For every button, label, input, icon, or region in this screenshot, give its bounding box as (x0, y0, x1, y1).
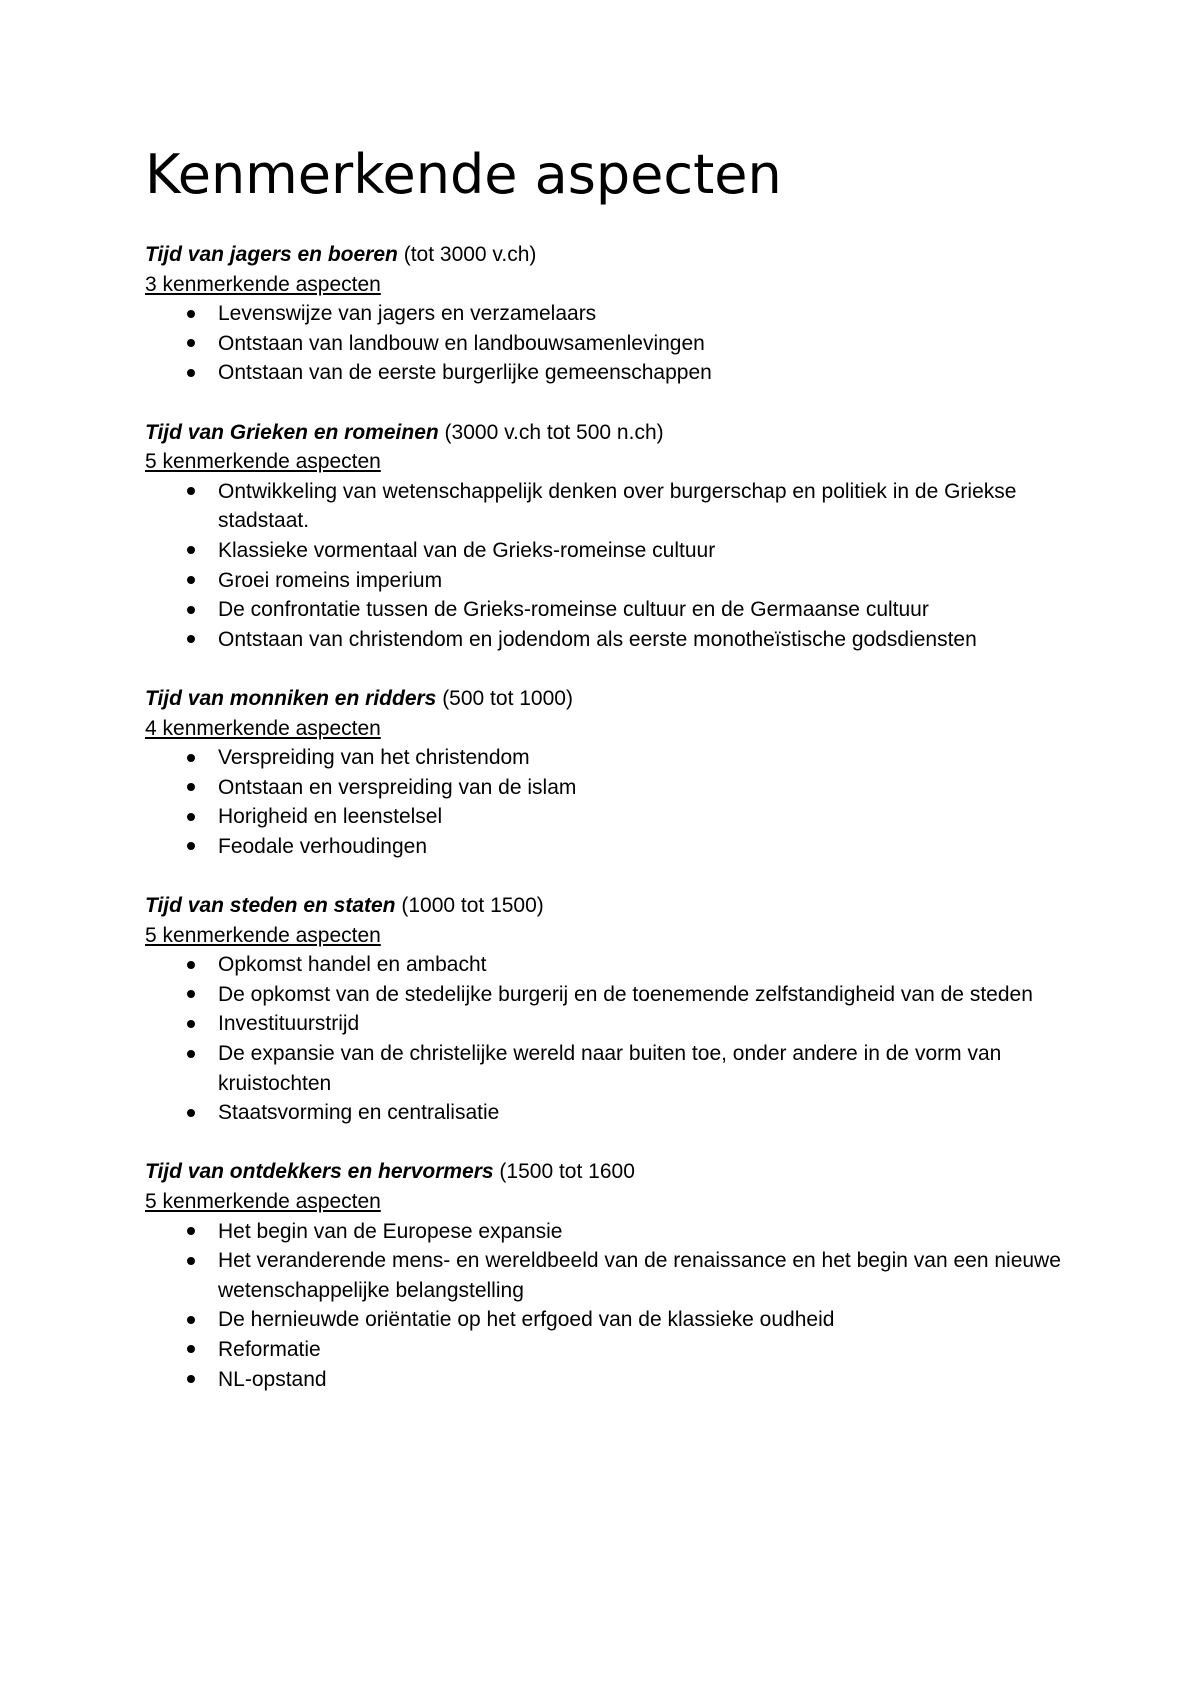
list-item (145, 773, 1085, 803)
bullet-icon (187, 576, 195, 584)
list-item (145, 299, 1085, 329)
list-item-text: Opkomst handel en ambacht (218, 953, 487, 977)
period-range: (500 tot 1000) (436, 686, 573, 710)
bullet-icon (187, 339, 195, 347)
list-item (145, 595, 1085, 625)
bullet-icon (187, 310, 195, 318)
bullet-icon (187, 1227, 195, 1235)
list-item (145, 1305, 1085, 1335)
list-item (145, 802, 1085, 832)
bullet-icon (187, 1109, 195, 1117)
list-item-text: Investituurstrijd (218, 1012, 360, 1036)
document-body (145, 240, 1085, 1424)
bullet-icon (187, 487, 195, 495)
bullet-icon (187, 635, 195, 643)
list-item (145, 536, 1085, 566)
aspects-list (145, 950, 1085, 1128)
section-steden-en-staten (145, 891, 1085, 1128)
list-item-text: Verspreiding van het christendom (218, 746, 530, 770)
bullet-icon (187, 842, 195, 850)
list-item-text: Ontstaan van landbouw en landbouwsamenlevingen (218, 331, 705, 355)
list-item-text: De hernieuwde oriëntatie op het erfgoed van de klassieke oudheid (218, 1308, 835, 1332)
aspects-subheading: 5 kenmerkende aspecten (145, 1190, 381, 1213)
period-range: (1500 tot 1600 (493, 1160, 635, 1184)
bullet-icon (187, 606, 195, 614)
list-item (145, 477, 1085, 536)
section-jagers-en-boeren (145, 240, 1085, 388)
period-heading (145, 891, 1085, 921)
period-range: (tot 3000 v.ch) (397, 243, 537, 266)
period-name: Tijd van Grieken en romeinen (145, 420, 439, 444)
list-item-text: Staatsvorming en centralisatie (218, 1101, 500, 1125)
list-item (145, 1039, 1085, 1098)
list-item-text: Feodale verhoudingen (218, 834, 427, 858)
list-item (145, 743, 1085, 773)
bullet-icon (187, 1375, 195, 1383)
period-heading (145, 684, 1085, 714)
list-item-text: Levenswijze van jagers en verzamelaars (218, 302, 597, 326)
list-item (145, 358, 1085, 388)
bullet-icon (187, 546, 195, 554)
aspects-subheading: 5 kenmerkende aspecten (145, 923, 381, 947)
aspects-subheading: 3 kenmerkende aspecten (145, 272, 381, 296)
bullet-icon (187, 1257, 195, 1265)
section-ontdekkers-en-hervormers (145, 1157, 1085, 1394)
bullet-icon (187, 961, 195, 969)
bullet-icon (187, 813, 195, 821)
list-item-text: Ontstaan en verspreiding van de islam (218, 775, 577, 799)
list-item (145, 329, 1085, 359)
aspects-subheading: 5 kenmerkende aspecten (145, 450, 381, 474)
list-item-text: Ontstaan van christendom en jodendom als eerste monotheïstische godsdiensten (218, 627, 977, 651)
aspects-list (145, 1217, 1085, 1395)
list-item-text: De expansie van de christelijke wereld naar buiten toe, onder andere in de vorm van kruistochten (218, 1042, 1002, 1095)
list-item (145, 1365, 1085, 1395)
list-item (145, 1246, 1085, 1305)
period-range: (1000 tot 1500) (395, 894, 544, 918)
list-item-text: De opkomst van de stedelijke burgerij en de toenemende zelfstandigheid van de steden (218, 982, 1033, 1006)
list-item (145, 566, 1085, 596)
list-item (145, 832, 1085, 862)
period-name: Tijd van steden en staten (145, 894, 396, 918)
page-title: Kenmerkende aspecten (145, 143, 782, 206)
list-item-text: Reformatie (218, 1337, 321, 1361)
list-item (145, 1217, 1085, 1247)
list-item-text: NL-opstand (218, 1367, 327, 1391)
period-name: Tijd van ontdekkers en hervormers (145, 1160, 494, 1184)
list-item-text: Het begin van de Europese expansie (218, 1219, 563, 1243)
bullet-icon (187, 1316, 195, 1324)
list-item-text: Het veranderende mens- en wereldbeeld van de renaissance en het begin van een nieuwe wetenschappelijke belangstelling (218, 1249, 1061, 1302)
bullet-icon (187, 1020, 195, 1028)
list-item (145, 1009, 1085, 1039)
period-heading (145, 1157, 1085, 1187)
bullet-icon (187, 754, 195, 762)
section-grieken-en-romeinen (145, 418, 1085, 655)
bullet-icon (187, 990, 195, 998)
list-item-text: Klassieke vormentaal van de Grieks-romeinse cultuur (218, 538, 716, 562)
bullet-icon (187, 1050, 195, 1058)
period-heading (145, 240, 1085, 270)
list-item-text: Ontstaan van de eerste burgerlijke gemeenschappen (218, 361, 712, 385)
period-range: (3000 v.ch tot 500 n.ch) (438, 420, 664, 444)
aspects-list (145, 477, 1085, 655)
bullet-icon (187, 1345, 195, 1353)
aspects-subheading: 4 kenmerkende aspecten (145, 716, 381, 740)
period-name: Tijd van jagers en boeren (145, 243, 398, 266)
aspects-list (145, 743, 1085, 861)
list-item-text: Ontwikkeling van wetenschappelijk denken over burgerschap en politiek in de Griekse stadstaat. (218, 479, 1017, 533)
period-heading (145, 418, 1085, 448)
bullet-icon (187, 369, 195, 377)
list-item (145, 950, 1085, 980)
period-name: Tijd van monniken en ridders (145, 686, 437, 710)
list-item-text: Horigheid en leenstelsel (218, 805, 443, 829)
list-item-text: De confrontatie tussen de Grieks-romeinse cultuur en de Germaanse cultuur (218, 598, 929, 622)
list-item (145, 1335, 1085, 1365)
list-item-text: Groei romeins imperium (218, 568, 443, 592)
bullet-icon (187, 783, 195, 791)
list-item (145, 980, 1085, 1010)
section-monniken-en-ridders (145, 684, 1085, 862)
list-item (145, 1098, 1085, 1128)
aspects-list (145, 299, 1085, 388)
list-item (145, 625, 1085, 655)
